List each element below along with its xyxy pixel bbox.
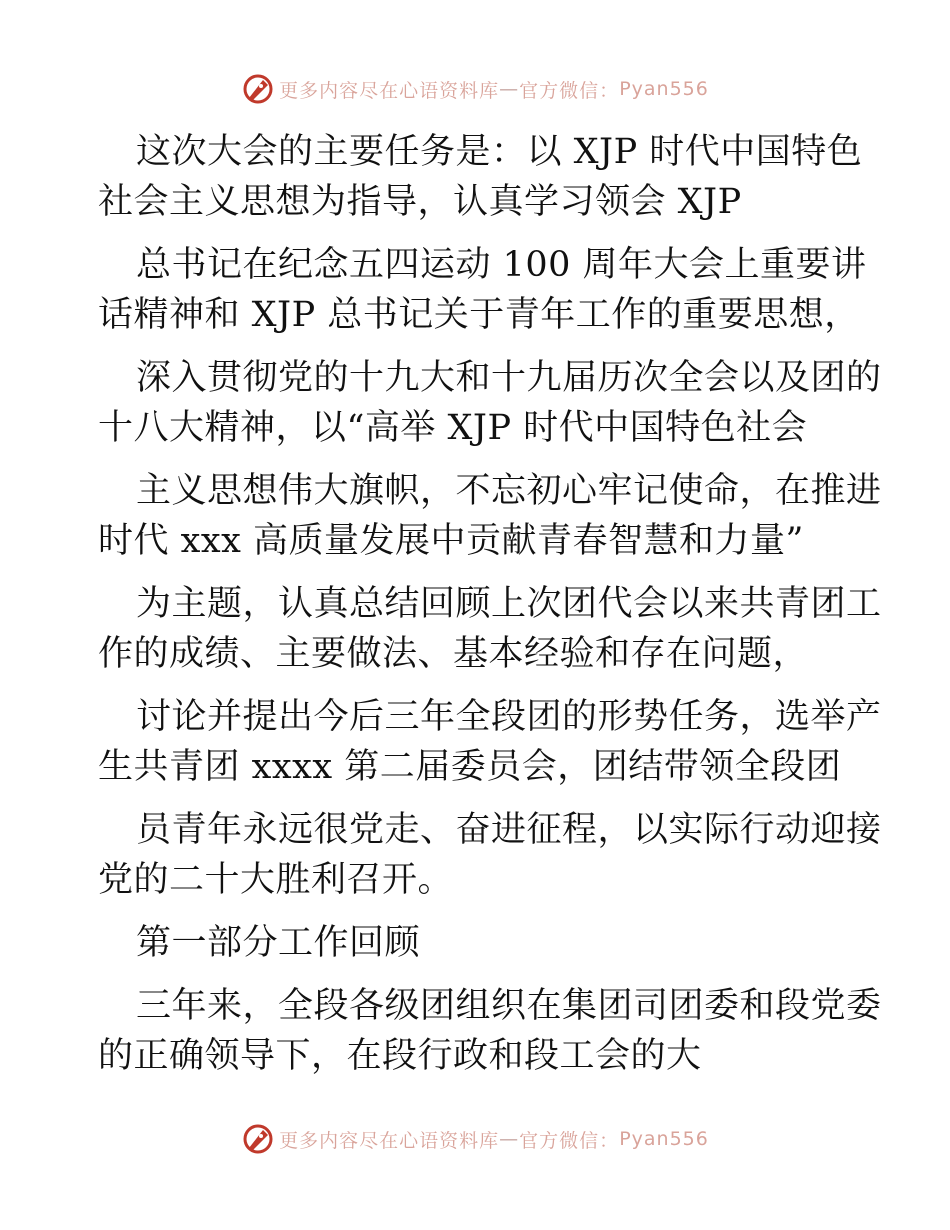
watermark-separator: — bbox=[499, 78, 520, 100]
watermark-label: 官方微信： bbox=[519, 1129, 620, 1152]
header-watermark bbox=[0, 71, 950, 107]
text-line: 员青年永远很党走、奋进征程，以实际行动迎接 bbox=[136, 810, 882, 850]
text-line: 讨论并提出今后三年全段团的形势任务，选举产 bbox=[136, 697, 882, 737]
text-line: 作的成绩、主要做法、基本经验和存在问题， bbox=[98, 634, 809, 674]
watermark-text: 更多内容尽在心语资料库 bbox=[279, 1129, 500, 1152]
section-heading: 第一部分工作回顾 bbox=[136, 923, 421, 963]
text-line: 这次大会的主要任务是：以 XJP 时代中国特色 bbox=[136, 132, 863, 172]
text-line: 时代 xxx 高质量发展中贡献青春智慧和力量” bbox=[98, 521, 804, 561]
text-line: 的正确领导下，在段行政和段工会的大 bbox=[98, 1036, 702, 1076]
watermark-separator: — bbox=[499, 1128, 520, 1150]
pen-nib-logo-icon bbox=[241, 1122, 275, 1156]
text-line: 生共青团 xxxx 第二届委员会，团结带领全段团 bbox=[98, 747, 842, 787]
watermark-label: 官方微信： bbox=[519, 79, 620, 102]
watermark-account: Pyan556 bbox=[619, 78, 709, 100]
text-line: 党的二十大胜利召开。 bbox=[98, 860, 454, 900]
text-line: 主义思想伟大旗帜，不忘初心牢记使命，在推进 bbox=[136, 471, 882, 511]
watermark-account: Pyan556 bbox=[619, 1128, 709, 1150]
text-line: 为主题，认真总结回顾上次团代会以来共青团工 bbox=[136, 584, 882, 624]
text-line: 三年来，全段各级团组织在集团司团委和段党委 bbox=[136, 986, 882, 1026]
text-line: 社会主义思想为指导，认真学习领会 XJP bbox=[98, 182, 742, 222]
watermark-text: 更多内容尽在心语资料库 bbox=[279, 79, 500, 102]
text-line: 十八大精神，以“高举 XJP 时代中国特色社会 bbox=[98, 408, 808, 448]
pen-nib-logo-icon bbox=[241, 72, 275, 106]
text-line: 总书记在纪念五四运动 100 周年大会上重要讲 bbox=[136, 245, 867, 285]
text-line: 话精神和 XJP 总书记关于青年工作的重要思想， bbox=[98, 295, 860, 335]
footer-watermark bbox=[0, 1121, 950, 1157]
text-line: 深入贯彻党的十九大和十九届历次全会以及团的 bbox=[136, 358, 882, 398]
